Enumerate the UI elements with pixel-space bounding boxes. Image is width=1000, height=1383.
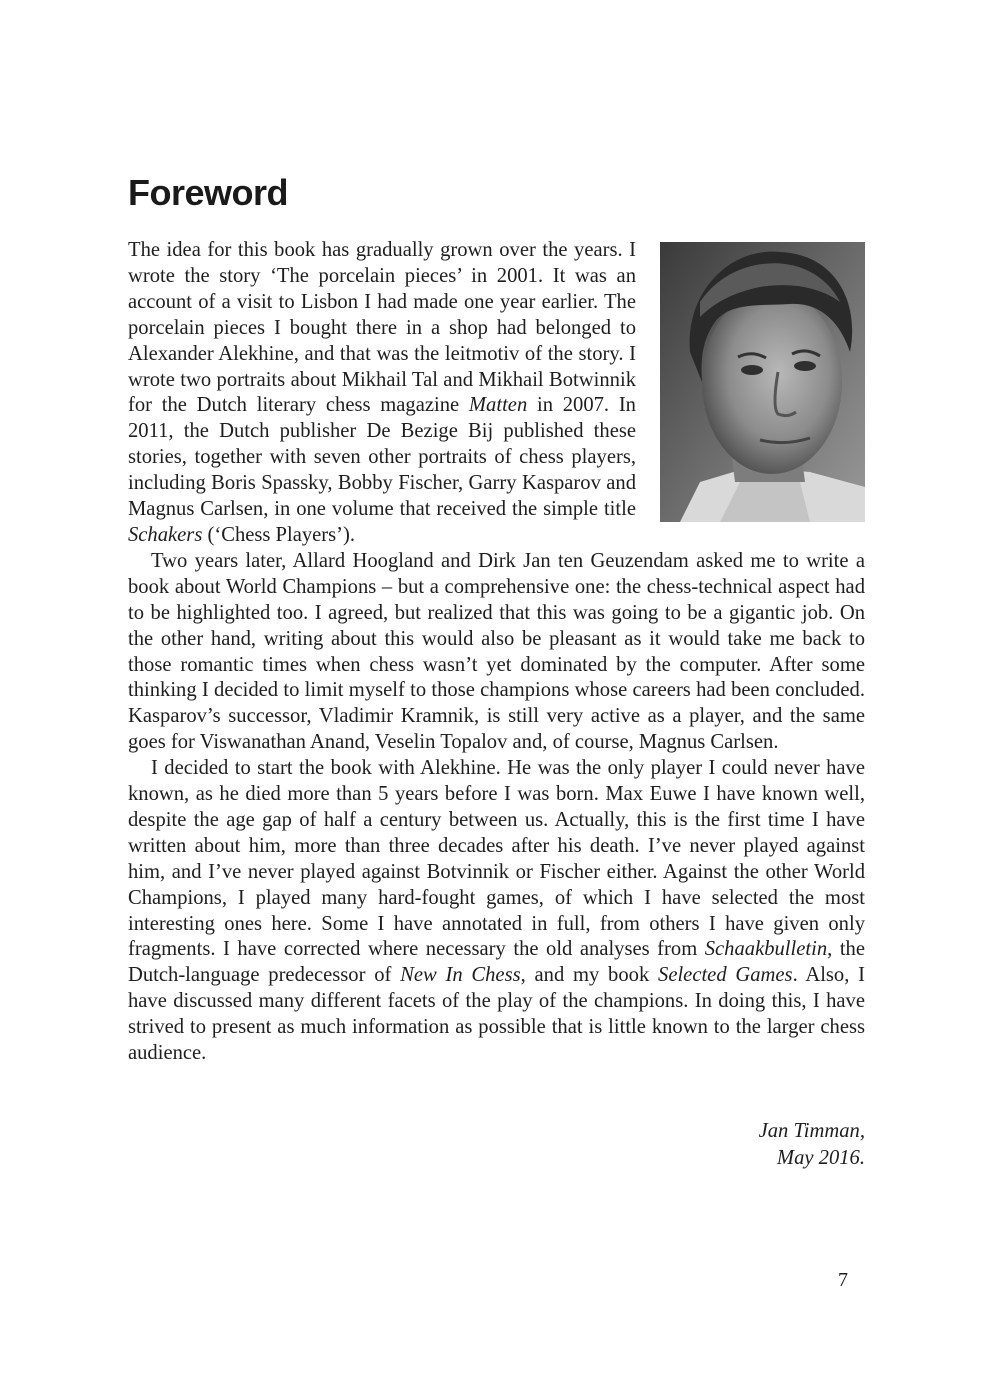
portrait-image bbox=[660, 242, 865, 522]
text-run: , and my book bbox=[520, 964, 659, 987]
text-run: (‘Chess Players’). bbox=[202, 523, 356, 546]
text-run: in 2007. In 2011, the Dutch publisher De Bezige Bij published these stories, together with seven other portraits of chess players, including Boris Spassky, Bobby Fischer, Garry Kasparov and Magnus Carlsen, in one volume that received the simple title bbox=[128, 394, 636, 521]
italic-title-run: New In Chess bbox=[400, 964, 521, 987]
italic-title-run: Schakers bbox=[128, 523, 203, 546]
foreword-body bbox=[128, 238, 865, 1067]
paragraph-3 bbox=[128, 756, 865, 1067]
italic-title-run: Selected Games bbox=[658, 964, 793, 987]
signature-block bbox=[759, 1118, 865, 1171]
text-run: . Also, I have discussed many different facets of the play of the champions. In doing this, I have strived to present as much information as possible that is little known to the larger chess audience. bbox=[128, 964, 865, 1065]
paragraph-2 bbox=[128, 549, 865, 756]
text-run: I decided to start the book with Alekhine. He was the only player I could never have known, as he died more than 5 years before I was born. Max Euwe I have known well, despite the age gap of half a century between us. Actually, this is the first time I have written about him, more than three decades after his death. I’ve never played against him, and I’ve never played against Botvinnik or Fischer either. Against the other World Champions, I played many hard-fought games, of which I have selected the most interesting ones here. Some I have annotated in full, from others I have given only fragments. I have corrected where necessary the old analyses from bbox=[128, 757, 865, 961]
page-number: 7 bbox=[838, 1269, 848, 1291]
italic-title-run: Schaakbulletin bbox=[704, 938, 828, 961]
signature-name: Jan Timman, bbox=[758, 1120, 865, 1142]
signature-date: May 2016. bbox=[776, 1146, 865, 1169]
page-title: Foreword bbox=[128, 172, 289, 213]
italic-title-run: Matten bbox=[468, 394, 528, 417]
text-run: The idea for this book has gradually grown over the years. I wrote the story ‘The porcelain pieces’ in 2001. It was an account of a visit to Lisbon I had made one year earlier. The porcelain pieces I bought there in a shop had belonged to Alexander Alekhine, and that was the leitmotiv of the story. I wrote two portraits about Mikhail Tal and Mikhail Botwinnik for the Dutch literary chess magazine bbox=[128, 239, 636, 417]
text-run: Two years later, Allard Hoogland and Dirk Jan ten Geuzendam asked me to write a book about World Champions – but a comprehensive one: the chess-technical aspect had to be highlighted too. I agreed, but realized that this was going to be a gigantic job. On the other hand, writing about this would also be pleasant as it would take me back to those romantic times when chess wasn’t yet dominated by the computer. After some thinking I decided to limit myself to those champions whose careers had been concluded. Kasparov’s successor, Vladimir Kramnik, is still very active as a player, and the same goes for Viswanathan Anand, Veselin Topalov and, of course, Magnus Carlsen. bbox=[128, 549, 865, 754]
author-portrait-photo bbox=[660, 242, 865, 522]
text-run: , the Dutch-language predecessor of bbox=[128, 938, 865, 987]
